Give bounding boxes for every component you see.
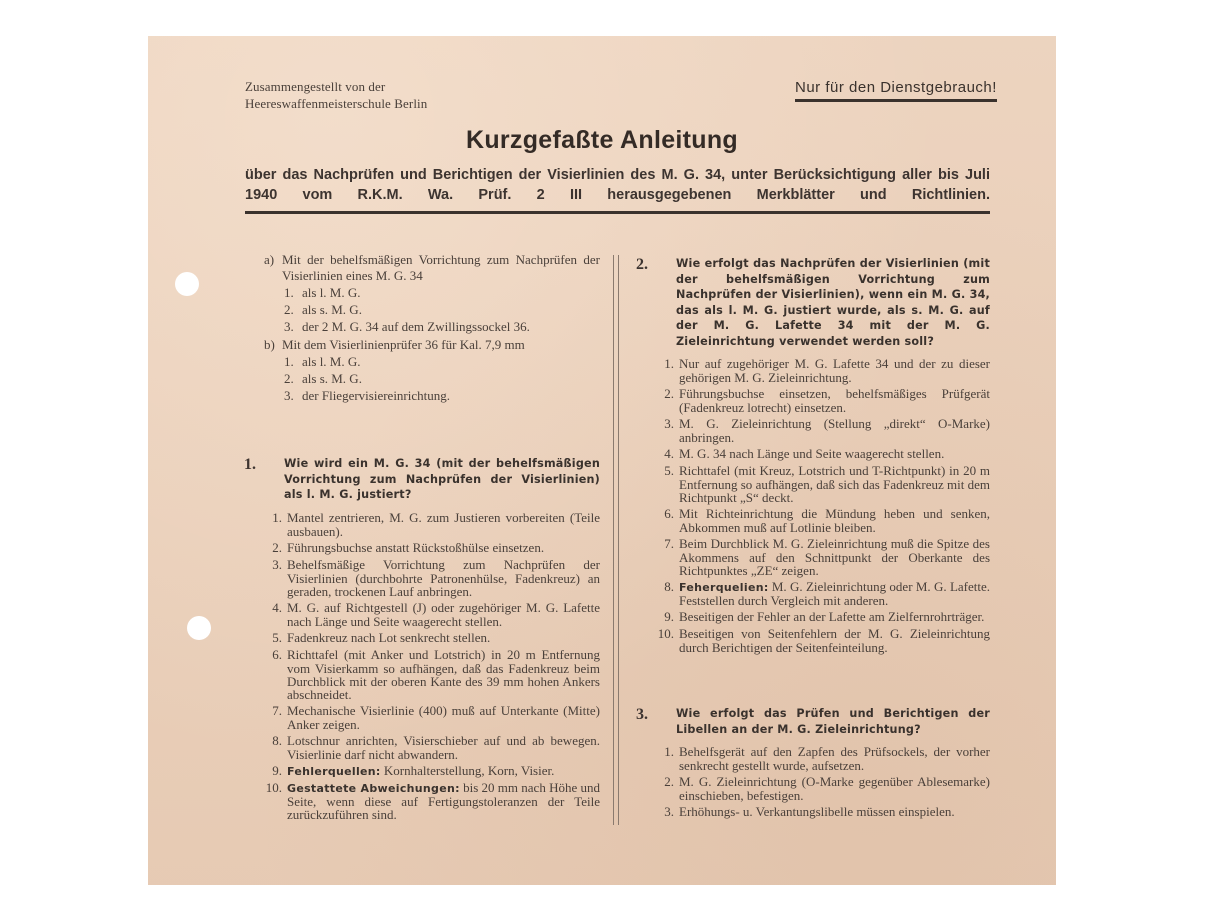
step-text: M. G. Zieleinrichtung (O-Marke gegenüber Ablesemarke) einschieben, befestigen.: [679, 774, 990, 803]
intro-a: [264, 252, 600, 284]
step-num: 4.: [272, 599, 282, 615]
section-question: Wie wird ein M. G. 34 (mit der behelfsmäßigen Vorrichtung zum Nachprüfen der Visierlinien) als l. M. G. justiert?: [284, 457, 600, 501]
document-title: Kurzgefaßte Anleitung: [465, 126, 739, 154]
step-num: 6.: [664, 506, 674, 521]
step-list: [262, 511, 600, 821]
step-item: [262, 558, 600, 598]
step-text: Beseitigen von Seitenfehlern der M. G. Zieleinrichtung durch Berichtigen der Seitenfeinteilung.: [679, 626, 990, 655]
step-item: [262, 541, 600, 555]
title-rule: [245, 211, 990, 214]
list-item: [284, 388, 600, 404]
step-text: Behelfsgerät auf den Zapfen des Prüfsockels, der vorher senkrecht gestellt wurde, aufsetzen.: [679, 744, 990, 773]
punch-hole: [187, 616, 211, 640]
step-text: Behelfsmäßige Vorrichtung zum Nachprüfen der Visierlinien (durchbohrte Patronenhülse, Fadenkreuz) an geraden, trockenen Lauf anbringen.: [287, 556, 600, 599]
section-question: Wie erfolgt das Prüfen und Berichtigen der Libellen an der M. G. Zieleinrichtung?: [676, 707, 990, 736]
section-number: 2.: [636, 256, 648, 273]
step-num: 7.: [272, 702, 282, 718]
step-text: Führungsbuchse einsetzen, behelfsmäßiges Prüfgerät (Fadenkreuz lotrecht) einsetzen.: [679, 386, 990, 415]
item-num: 3.: [284, 388, 294, 403]
section-number: 3.: [636, 706, 648, 723]
step-item: [262, 601, 600, 628]
step-num: 8.: [664, 579, 674, 594]
step-text: M. G. 34 nach Länge und Seite waagerecht stellen.: [679, 446, 945, 461]
step-list: [654, 357, 990, 654]
item-text: als l. M. G.: [302, 354, 361, 369]
issuer-line-2: Heereswaffenmeisterschule Berlin: [245, 96, 428, 111]
step-label: Feherquelien:: [679, 581, 769, 594]
intro-b-text: Mit dem Visierlinienprüfer 36 für Kal. 7,9 mm: [282, 337, 525, 352]
item-text: als s. M. G.: [302, 302, 362, 317]
step-num: 7.: [664, 536, 674, 551]
list-item: [284, 302, 600, 318]
item-text: der 2 M. G. 34 auf dem Zwillingssockel 36.: [302, 319, 530, 334]
step-text: Richttafel (mit Kreuz, Lotstrich und T-Richtpunkt) in 20 m Entfernung so aufhängen, daß sich das Fadenkreuz mit dem Richtpunkt „S“ deckt.: [679, 463, 990, 505]
step-text: M. G. Zieleinrichtung oder M. G. Lafette. Feststellen durch Vergleich mit anderen.: [679, 579, 990, 608]
step-text: Nur auf zugehöriger M. G. Lafette 34 und der zu dieser gehörigen M. G. Zieleinrichtung.: [679, 356, 990, 385]
step-label: Gestattete Abweichungen:: [287, 781, 460, 795]
step-num: 8.: [272, 732, 282, 748]
step-text: Mit Richteinrichtung die Mündung heben und senken, Abkommen muß auf Lotlinie bleiben.: [679, 506, 990, 535]
step-item: [654, 387, 990, 414]
step-list: [654, 745, 990, 819]
list-item: [284, 354, 600, 370]
step-item: [654, 417, 990, 444]
step-num: 10.: [657, 626, 674, 641]
step-text: Mechanische Visierlinie (400) muß auf Unterkante (Mitte) Anker zeigen.: [287, 702, 600, 732]
section-heading: [244, 456, 600, 503]
document-page: [148, 36, 1056, 885]
punch-hole: [175, 272, 199, 296]
step-num: 6.: [272, 646, 282, 662]
step-item: [262, 781, 600, 821]
intro-b-list: [284, 354, 600, 404]
restriction-notice: Nur für den Dienstgebrauch!: [795, 79, 997, 102]
item-text: der Fliegervisiereinrichtung.: [302, 388, 451, 403]
step-item: [654, 610, 990, 624]
step-text: Fadenkreuz nach Lot senkrecht stellen.: [287, 629, 491, 645]
section-heading: [636, 256, 990, 349]
step-num: 9.: [272, 762, 282, 778]
step-num: 2.: [664, 774, 674, 789]
step-item: [262, 648, 600, 701]
step-num: 5.: [272, 629, 282, 645]
step-text: Kornhalterstellung, Korn, Visier.: [380, 762, 555, 778]
step-num: 1.: [272, 509, 282, 525]
step-item: [654, 627, 990, 654]
step-item: [654, 464, 990, 504]
step-text: Beim Durchblick M. G. Zieleinrichtung muß die Spitze des Akommens auf den Schnittpunkt der Oberkante des Richtpunktes „ZE“ zeigen.: [679, 536, 990, 578]
step-num: 2.: [664, 386, 674, 401]
step-text: Führungsbuchse anstatt Rückstoßhülse einsetzen.: [287, 539, 545, 555]
issuer-block: [245, 78, 427, 112]
step-label: Fehlerquellen:: [287, 764, 381, 778]
step-num: 9.: [664, 609, 674, 624]
step-num: 5.: [664, 463, 674, 478]
item-text: als s. M. G.: [302, 371, 362, 386]
column-divider: [613, 255, 619, 825]
step-text: bis 20 mm nach Höhe und Seite, wenn diese auf Fertigungstoleranzen der Teile zurückzuführen sind.: [287, 779, 601, 822]
section-number: 1.: [244, 456, 256, 473]
intro-block: [264, 250, 600, 405]
intro-a-label: a): [264, 252, 275, 267]
list-item: [284, 371, 600, 387]
step-num: 1.: [664, 356, 674, 371]
step-item: [262, 631, 600, 645]
step-item: [654, 507, 990, 534]
list-item: [284, 285, 600, 301]
step-item: [262, 764, 600, 778]
section-heading: [636, 706, 990, 737]
step-item: [654, 745, 990, 772]
step-item: [654, 805, 990, 819]
step-item: [654, 447, 990, 461]
section-3: [636, 706, 990, 822]
step-item: [262, 511, 600, 538]
item-num: 1.: [284, 354, 294, 369]
section-1: [244, 456, 600, 824]
step-item: [262, 704, 600, 731]
step-text: M. G. auf Richtgestell (J) oder zugehöriger M. G. Lafette nach Länge und Seite waagerecht stellen.: [287, 599, 600, 629]
list-item: [284, 319, 600, 335]
intro-b: [264, 337, 600, 353]
item-num: 1.: [284, 285, 294, 300]
step-item: [262, 734, 600, 761]
item-text: als l. M. G.: [302, 285, 361, 300]
step-num: 10.: [265, 779, 282, 795]
intro-a-list: [284, 285, 600, 335]
step-text: Beseitigen der Fehler an der Lafette am Zielfernrohrträger.: [679, 609, 985, 624]
step-num: 3.: [664, 804, 674, 819]
intro-a-text: Mit der behelfsmäßigen Vorrichtung zum Nachprüfen der Visierlinien eines M. G. 34: [282, 252, 600, 283]
item-num: 2.: [284, 371, 294, 386]
step-num: 1.: [664, 744, 674, 759]
section-2: [636, 256, 990, 657]
section-question: Wie erfolgt das Nachprüfen der Visierlinien (mit der behelfsmäßigen Vorrichtung zum Nachprüfen der Visierlinien), wenn ein M. G. 34, das als l. M. G. justiert wurde, als s. M. G. auf der M. G. Lafette 34 mit der M. G. Zieleinrichtung verwendet werden soll?: [676, 257, 990, 348]
step-num: 2.: [272, 539, 282, 555]
step-item: [654, 357, 990, 384]
step-num: 3.: [664, 416, 674, 431]
item-num: 3.: [284, 319, 294, 334]
step-num: 4.: [664, 446, 674, 461]
step-text: Erhöhungs- u. Verkantungslibelle müssen einspielen.: [679, 804, 955, 819]
document-subtitle: über das Nachprüfen und Berichtigen der Visierlinien des M. G. 34, unter Berücksichtigung aller bis Juli 1940 vom R.K.M. Wa. Prüf. 2 III herausgegebenen Merkblätter und Richtlinien.: [245, 167, 990, 203]
issuer-line-1: Zusammengestellt von der: [245, 79, 386, 94]
step-text: Lotschnur anrichten, Visierschieber auf und ab bewegen. Visierlinie darf nicht abwandern.: [287, 732, 600, 762]
step-text: Mantel zentrieren, M. G. zum Justieren vorbereiten (Teile ausbauen).: [287, 509, 600, 539]
step-item: [654, 775, 990, 802]
step-text: Richttafel (mit Anker und Lotstrich) in 20 m Entfernung vom Visierkamm so aufhängen, daß das Fadenkreuz beim Durchblick mit der oberen Kante des 39 mm hohen Ankers abschneidet.: [287, 646, 600, 702]
step-text: M. G. Zieleinrichtung (Stellung „direkt“ O-Marke) anbringen.: [679, 416, 990, 445]
intro-b-label: b): [264, 337, 275, 352]
item-num: 2.: [284, 302, 294, 317]
step-num: 3.: [272, 556, 282, 572]
step-item: [654, 537, 990, 577]
step-item: [654, 580, 990, 607]
